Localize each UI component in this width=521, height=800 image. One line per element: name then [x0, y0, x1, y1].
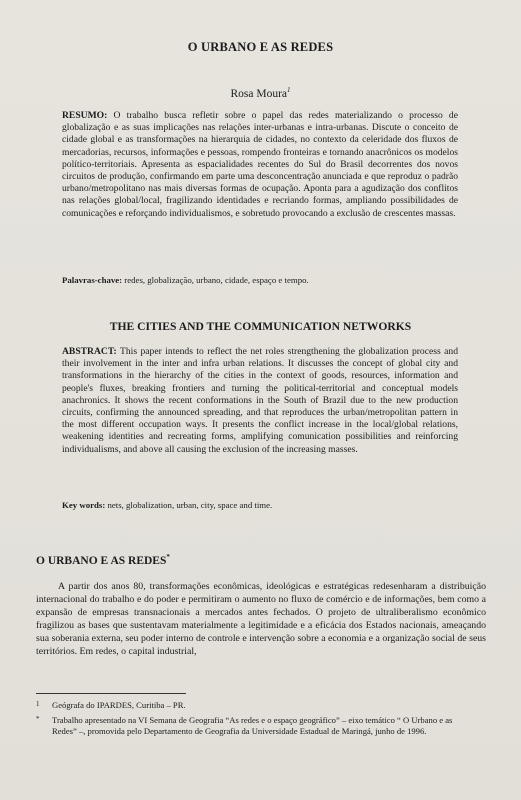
footnote-2 [36, 715, 476, 737]
palavras-chave-label: Palavras-chave: [62, 275, 123, 285]
key-words-label: Key words: [62, 500, 106, 510]
english-title: THE CITIES AND THE COMMUNICATION NETWORKS [109, 320, 412, 333]
footnote-2-mark: * [36, 715, 40, 723]
abstract-label: ABSTRACT: [62, 346, 117, 357]
palavras-chave-text: redes, globalização, urbano, cidade, espaço e tempo. [122, 275, 309, 285]
paper-title: O URBANO E AS REDES [187, 40, 334, 54]
resumo-text: O trabalho busca refletir sobre o papel das redes materializando o processo de globalização e as suas implicações nas relações inter-urbanas e intra-urbanas. Discute o conceito de cidade global e as transformações na hierarquia de cidades, no contexto da celeridade dos fluxos de mercadorias, recursos, informações e pessoas, rompendo fronteiras e tornando anacrônicos os modelos político-territoriais. Apresenta as espacialidades recentes do Sul do Brasil decorrentes dos novos circuitos de produção, confirmando em parte uma desconcentração anunciada e que reproduz o padrão urbano/metropolitano nas mais diversas formas de ocupação. Aponta para a agudização dos conflitos nas relações global/local, fragilizando identidades e recriando formas, ampliando possibilidades de comunicações e reforçando individualismos, e sobretudo provocando a exclusão de crescentes massas. [62, 110, 458, 219]
section-heading-text: O URBANO E AS REDES [36, 554, 167, 567]
footnote-1-text: Geógrafa do IPARDES, Curitiba – PR. [52, 700, 186, 710]
abstract-block [62, 346, 458, 456]
abstract-text: This paper intends to reflect the net roles strengthening the globalization process and their involvement in the inter and infra urban relations. It discusses the concept of global city and transformations in the hierarchy of the cities in the context of goods, resources, information and people's fluxes, breaking frontiers and turning the political-territorial and conceptual models anachronics. It shows the recent conformations in the South of Brazil due to the new production circuits, confirming the announced spreading, and that reproduces the urban/metropolitan pattern in the most different occupation ways. It presents the conflict increase in the local/global relations, weakening identities and recreating forms, amplifying comunication possibilities and reinforcing individualisms, and above all causing the exclusion of the increasing masses. [62, 346, 458, 455]
key-words-text: nets, globalization, urban, city, space and time. [105, 500, 273, 510]
footnote-divider [36, 693, 186, 694]
section-heading [36, 553, 170, 567]
key-words-block [62, 500, 458, 511]
palavras-chave-block [62, 275, 458, 286]
author-footnote-mark: 1 [287, 86, 291, 94]
body-paragraph: A partir dos anos 80, transformações econômicas, ideológicas e estratégicas redesenharam a distribuição internacional do trabalho e do poder e permitiram o aumento no fluxo de comércio e de informações, bem como a expansão de empresas transnacionais a mercados antes fechados. O projeto de ultraliberalismo econômico fragilizou as bases que sustentavam materialmente a legitimidade e a eficácia dos Estados nacionais, ameaçando sua soberania externa, seu poder interno de controle e intervenção sobre a economia e a organização social de seus territórios. Em redes, o capital industrial, [36, 581, 486, 658]
footnote-1 [36, 700, 476, 711]
author-name: Rosa Moura [230, 87, 288, 100]
footnote-1-mark: 1 [36, 700, 40, 708]
section-footnote-mark: * [166, 553, 170, 561]
resumo-block [62, 110, 458, 220]
resumo-label: RESUMO: [62, 110, 108, 121]
footnote-2-text: Trabalho apresentado na VI Semana de Geografia “As redes e o espaço geográfico” – eixo temático “ O Urbano e as Redes” –, promovida pelo Departamento de Geografia da Universidade Estadual de Maringá, junho de 1996. [52, 715, 453, 736]
author-line [0, 86, 521, 100]
